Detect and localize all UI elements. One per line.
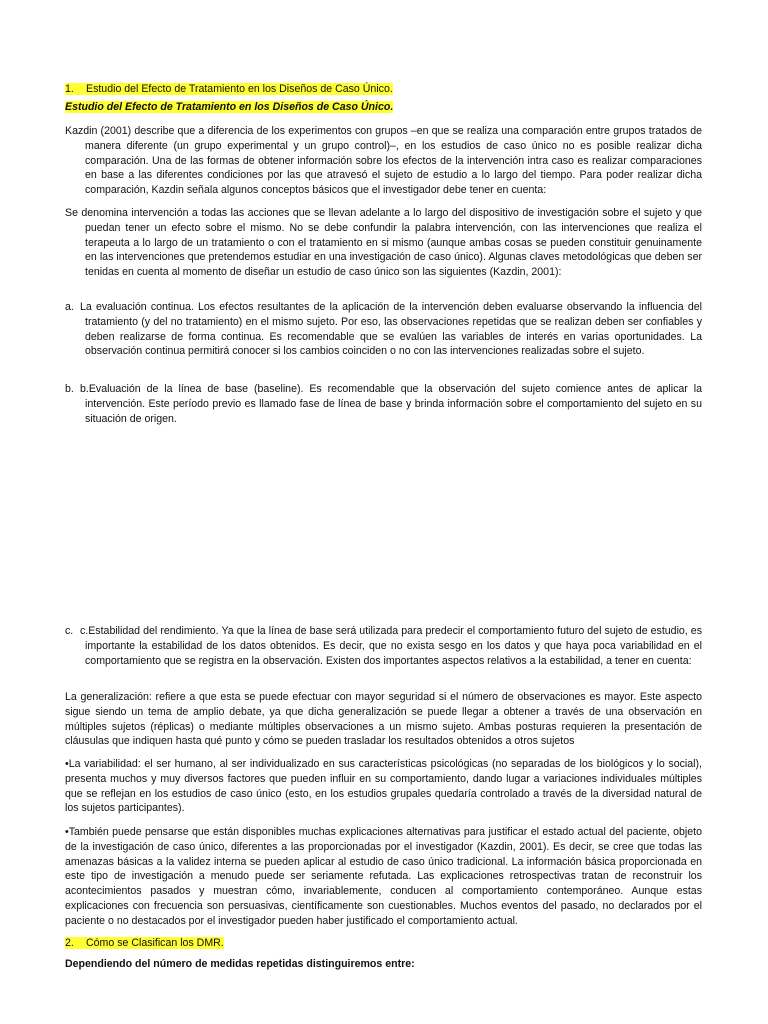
- list-item-c-marker: c.: [65, 625, 74, 637]
- list-item-b-text: b.Evaluación de la línea de base (baseline). Es recomendable que la observación del sujeto comience antes de aplicar la intervención. Este período previo es llamado fase de línea de base y brinda información sobre el comportamiento del sujeto en su situación de origen.: [80, 383, 702, 425]
- section-heading-1-highlight: [65, 83, 393, 95]
- paragraph-explicaciones: •También puede pensarse que están disponibles muchas explicaciones alternativas para justificar el estado actual del paciente, objeto de la investigación de caso único, diferentes a las proporcionadas por el investigador (Kazdin, 2001). Es decir, se cree que todas las amenazas básicas a la validez interna se pueden aplicar al estudio de caso único tradicional. La información básica proporcionada en este tipo de investigación a menudo puede ser seriamente refutada. Las explicaciones retrospectivas tratan de reconstruir los acontecimientos pasados y muestran cómo, invariablemente, conducen al comportamiento contemporáneo. Aunque estas explicaciones con frecuencia son persuasivas, científicamente son cuestionables. Muchos eventos del pasado, no declarados por el paciente o no destacados por el investigador pueden haber justificado el comportamiento actual.: [65, 826, 702, 927]
- section-subheading-2: Dependiendo del número de medidas repetidas distinguiremos entre:: [65, 958, 415, 970]
- section-heading-1-text: Estudio del Efecto de Tratamiento en los Diseños de Caso Único.: [86, 83, 393, 95]
- list-item-a-marker: a.: [65, 301, 74, 313]
- section-heading-2-number: 2.: [65, 937, 74, 949]
- paragraph-variabilidad: •La variabilidad: el ser humano, al ser individualizado en sus características psicológicas (no separadas de los biológicos y lo social), presenta muchos y muy diversos factores que pueden influir en su comportamiento, dando lugar a variaciones individuales múltiples que se reflejan en los estudios de caso único (esto, en los estudios grupales quedaría controlado a través de la diversidad natural de los sujetos participantes).: [65, 758, 702, 815]
- section-subheading-1-text: Estudio del Efecto de Tratamiento en los Diseños de Caso Único.: [65, 101, 394, 113]
- paragraph-generalizacion: La generalización: refiere a que esta se puede efectuar con mayor seguridad si el número de observaciones es mayor. Este aspecto sigue siendo un tema de amplio debate, ya que dicha generalización se puede llegar a obtener a través de una observación en múltiples sujetos (réplicas) o mediante múltiples observaciones a un mismo sujeto. Ambas posturas requieren la presentación de cláusulas que indiquen hasta qué punto y cómo se pueden trasladar los resultados obtenidos a otros sujetos: [65, 691, 702, 748]
- section-heading-2-text: Cómo se Clasifican los DMR.: [86, 937, 224, 949]
- section-heading-2: [65, 936, 224, 951]
- section-heading-1-number: 1.: [65, 83, 74, 95]
- paragraph-intervencion: Se denomina intervención a todas las acciones que se llevan adelante a lo largo del dispositivo de investigación sobre el sujeto y que puedan tener un efecto sobre el mismo. No se debe confundir la palabra intervención, con las intervenciones que realiza el terapeuta a lo largo de un tratamiento o con el tratamiento en si mismo (aunque ambas cosas se pueden constituir genuinamente en las intervenciones que pretendemos estudiar en una investigación de caso único). Algunas claves metodológicas que deben ser tenidas en cuenta al momento de diseñar un estudio de caso único son las siguientes (Kazdin, 2001):: [65, 207, 702, 279]
- list-item-b: [65, 382, 702, 426]
- paragraph-kazdin-intro: Kazdin (2001) describe que a diferencia de los experimentos con grupos –en que se realiza una comparación entre grupos tratados de manera diferente (un grupo experimental y un grupo control)–, en los estudios de caso único no es posible realizar dicha comparación. Una de las formas de obtener información sobre los efectos de la intervención intra caso es realizar comparaciones en base a las diferentes condiciones por las que atravesó el sujeto de estudio a lo largo del tiempo. Para poder realizar dicha comparación, Kazdin señala algunos conceptos básicos que el investigador debe tener en cuenta:: [65, 125, 702, 197]
- list-item-c-text: c.Estabilidad del rendimiento. Ya que la línea de base será utilizada para predecir el comportamiento futuro del sujeto de estudio, es importante la estabilidad de los datos obtenidos. Es decir, que no exista sesgo en los datos y que haya poca variabilidad en el comportamiento que se registra en la observación. Existen dos importantes aspectos relativos a la estabilidad, a tener en cuenta:: [80, 625, 702, 667]
- list-item-a-text: La evaluación continua. Los efectos resultantes de la aplicación de la intervención deben evaluarse observando la influencia del tratamiento (y del no tratamiento) en el mismo sujeto. Por eso, las observaciones repetidas que se realizan deben ser confiables y deben realizarse de forma continua. Es recomendable que se evalúen las variables de interés en varias oportunidades. La observación continua permitirá conocer si los cambios coinciden o no con las intervenciones realizadas sobre el sujeto.: [80, 301, 702, 358]
- list-item-c: [65, 624, 702, 668]
- section-heading-2-highlight: [65, 937, 224, 949]
- section-heading-1: [65, 82, 393, 97]
- section-subheading-1: [65, 100, 393, 115]
- list-item-b-marker: b.: [65, 383, 74, 395]
- list-item-a: [65, 300, 702, 359]
